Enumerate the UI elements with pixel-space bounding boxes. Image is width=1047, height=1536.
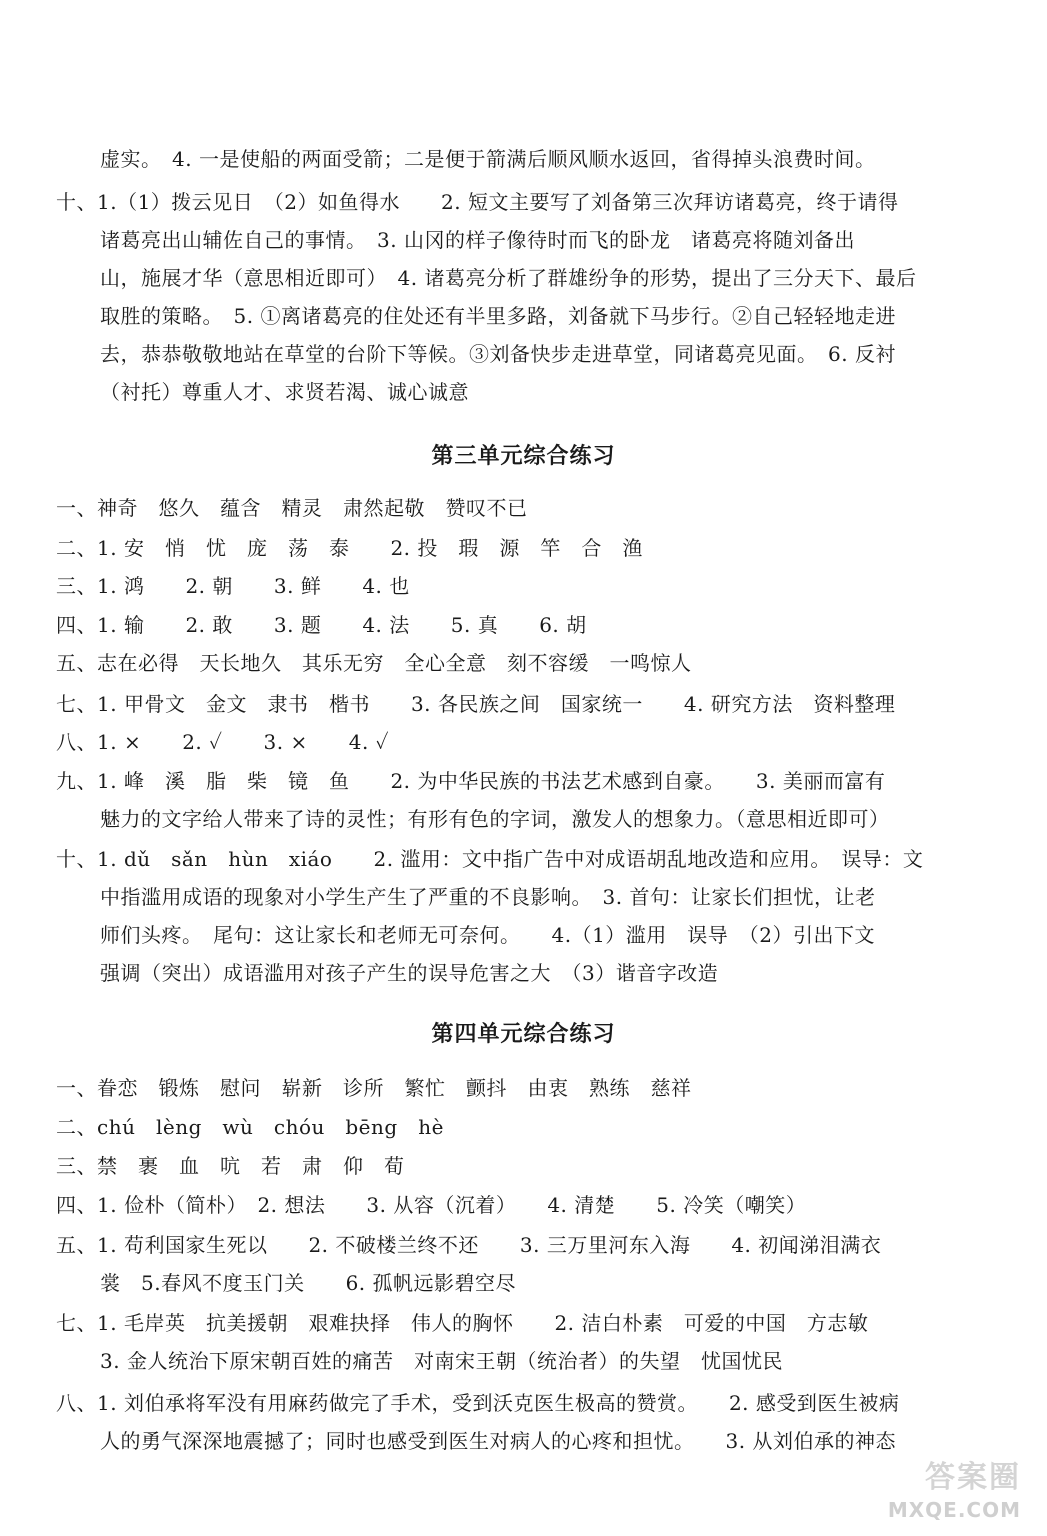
text-line: 四、1. 输 2. 敢 3. 题 4. 法 5. 真 6. 胡 bbox=[56, 613, 587, 637]
text-line: 裳 5.春风不度玉门关 6. 孤帆远影碧空尽 bbox=[100, 1271, 517, 1295]
text-line: 一、神奇 悠久 蕴含 精灵 肃然起敬 赞叹不已 bbox=[56, 496, 528, 520]
text-line: 3. 金人统治下原宋朝百姓的痛苦 对南宋王朝（统治者）的失望 忧国忧民 bbox=[100, 1349, 783, 1373]
text-line: 一、眷恋 锻炼 慰问 崭新 诊所 繁忙 颤抖 由衷 熟练 慈祥 bbox=[56, 1076, 692, 1100]
text-line: 七、1. 甲骨文 金文 隶书 楷书 3. 各民族之间 国家统一 4. 研究方法 资料整理 bbox=[56, 692, 896, 716]
text-line: 十、1.（1）拨云见日 （2）如鱼得水 2. 短文主要写了刘备第三次拜访诸葛亮，终于请得 bbox=[56, 190, 899, 214]
unit4-title: 第四单元综合练习 bbox=[431, 1022, 616, 1047]
text-line: 十、1. dǔ sǎn hùn xiáo 2. 滥用：文中指广告中对成语胡乱地改造和应用。 误导：文 bbox=[56, 847, 924, 871]
text-line: 魅力的文字给人带来了诗的灵性；有形有色的字词，激发人的想象力。（意思相近即可） bbox=[100, 807, 890, 831]
text-line: 诸葛亮出山辅佐自己的事情。 3. 山冈的样子像待时而飞的卧龙 诸葛亮将随刘备出 bbox=[100, 228, 855, 252]
unit3-title: 第三单元综合练习 bbox=[431, 444, 616, 469]
text-line: 五、志在必得 天长地久 其乐无穷 全心全意 刻不容缓 一鸣惊人 bbox=[56, 651, 692, 675]
text-line: （衬托）尊重人才、求贤若渴、诚心诚意 bbox=[100, 380, 469, 404]
text-line: 取胜的策略。 5. ①离诸葛亮的住处还有半里多路，刘备就下马步行。②自己轻轻地走进 bbox=[100, 304, 896, 328]
text-line: 七、1. 毛岸英 抗美援朝 艰难抉择 伟人的胸怀 2. 洁白朴素 可爱的中国 方志敏 bbox=[56, 1311, 869, 1335]
watermark-logo: 答案圈 bbox=[925, 1460, 1021, 1495]
text-line: 师们头疼。 尾句：这让家长和老师无可奈何。 4.（1）滥用 误导 （2）引出下文 bbox=[100, 923, 876, 947]
text-line: 去，恭恭敬敬地站在草堂的台阶下等候。③刘备快步走进草堂，同诸葛亮见面。 6. 反衬 bbox=[100, 342, 896, 366]
text-line: 二、chú lèng wù chóu bēng hè bbox=[56, 1115, 444, 1139]
text-line: 四、1. 俭朴（简朴） 2. 想法 3. 从容（沉着） 4. 清楚 5. 冷笑（嘲笑） bbox=[56, 1193, 807, 1217]
text-line: 山，施展才华（意思相近即可） 4. 诸葛亮分析了群雄纷争的形势，提出了三分天下、最后 bbox=[100, 266, 917, 290]
text-line: 人的勇气深深地震撼了；同时也感受到医生对病人的心疼和担忧。 3. 从刘伯承的神态 bbox=[100, 1429, 896, 1453]
text-line: 强调（突出）成语滥用对孩子产生的误导危害之大 （3）谐音字改造 bbox=[100, 961, 719, 985]
text-line: 三、1. 鸿 2. 朝 3. 鲜 4. 也 bbox=[56, 574, 410, 598]
text-line: 五、1. 苟利国家生死以 2. 不破楼兰终不还 3. 三万里河东入海 4. 初闻涕泪满衣 bbox=[56, 1233, 882, 1257]
watermark-url: MXQE.COM bbox=[887, 1498, 1021, 1522]
text-line: 八、1. × 2. ✓ 3. × 4. ✓ bbox=[56, 730, 390, 754]
text-line: 九、1. 峰 溪 脂 柴 镜 鱼 2. 为中华民族的书法艺术感到自豪。 3. 美丽而富有 bbox=[56, 769, 886, 793]
text-line: 八、1. 刘伯承将军没有用麻药做完了手术，受到沃克医生极高的赞赏。 2. 感受到医生被病 bbox=[56, 1391, 900, 1415]
text-line: 二、1. 安 悄 忧 庞 荡 泰 2. 投 瑕 源 竿 合 渔 bbox=[56, 536, 643, 560]
watermark bbox=[877, 1452, 1027, 1522]
text-line: 中指滥用成语的现象对小学生产生了严重的不良影响。 3. 首句：让家长们担忧，让老 bbox=[100, 885, 876, 909]
text-line: 三、禁 裹 血 吭 若 肃 仰 荀 bbox=[56, 1154, 405, 1178]
text-line: 虚实。 4. 一是使船的两面受箭；二是便于箭满后顺风顺水返回，省得掉头浪费时间。 bbox=[100, 147, 876, 171]
